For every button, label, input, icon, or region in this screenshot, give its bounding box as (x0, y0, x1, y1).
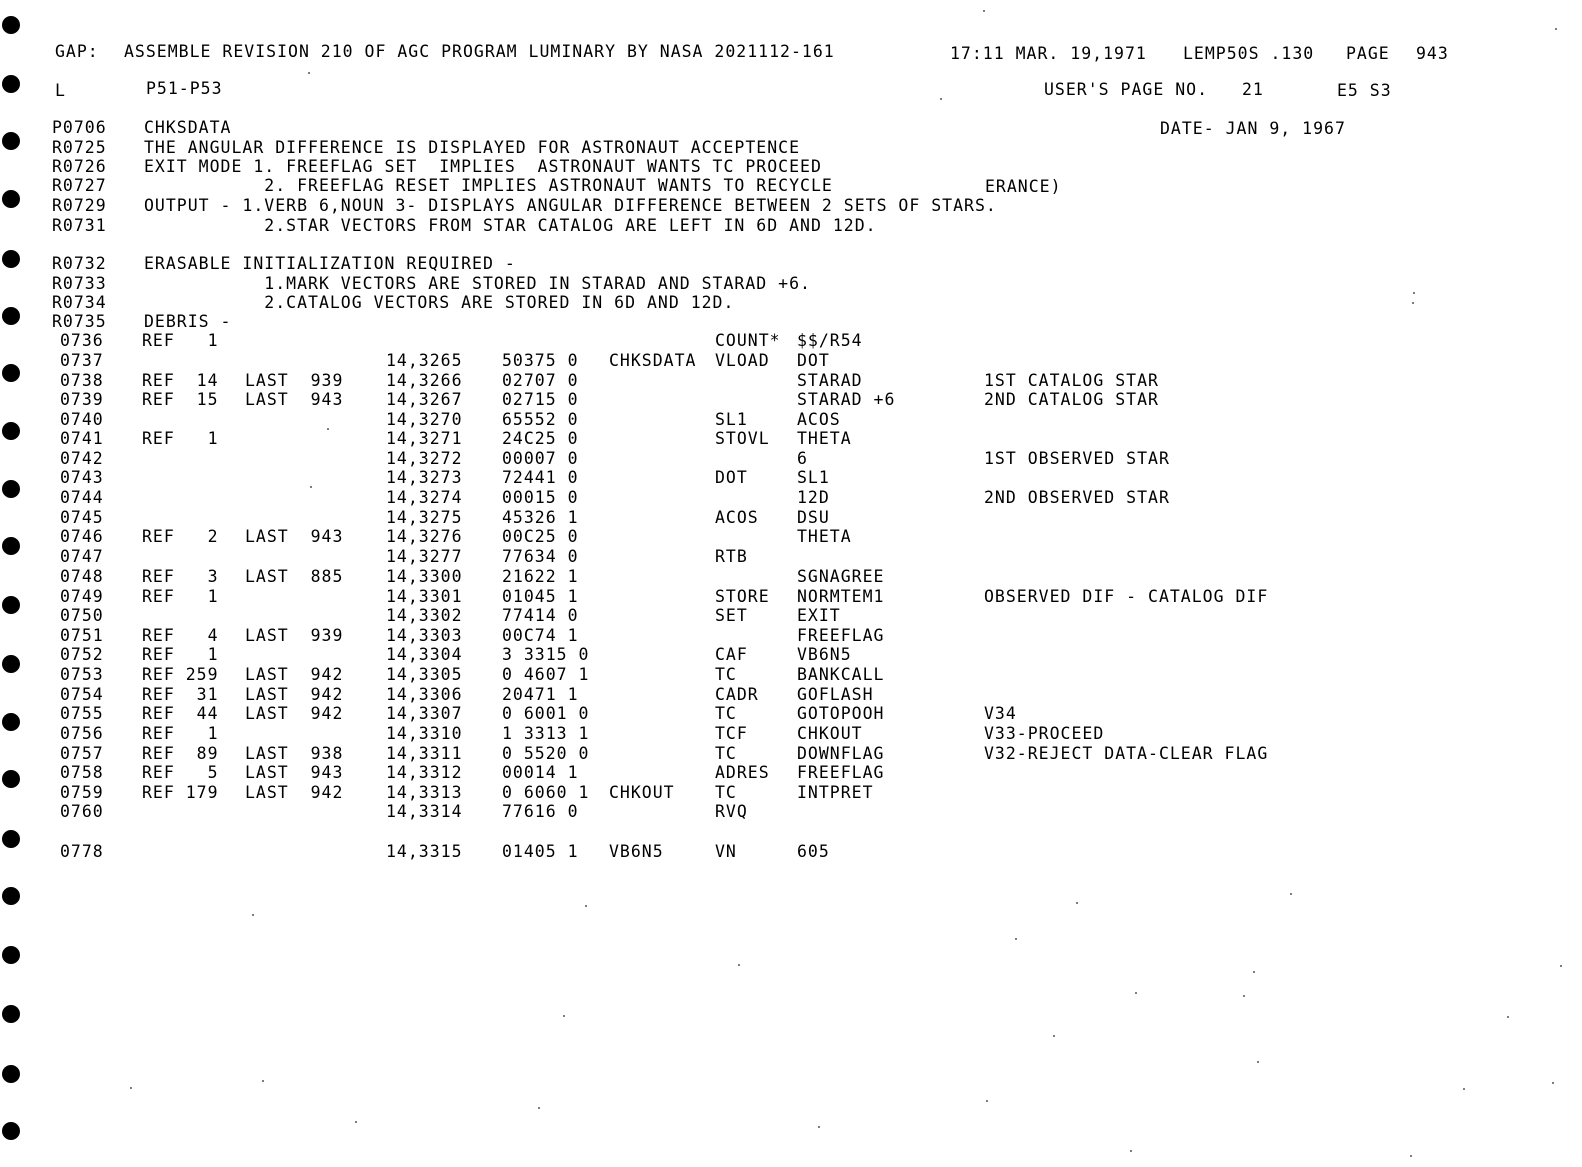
object-code: 00007 0 (502, 449, 579, 468)
header-page-label: PAGE (1346, 44, 1390, 63)
paper-speck (1130, 1150, 1132, 1152)
users-page-label: USER'S PAGE NO. (1044, 80, 1209, 99)
remark-text: ERASABLE INITIALIZATION REQUIRED - (144, 254, 516, 273)
address-field: 14,3272 (386, 449, 463, 468)
address-field: 14,3267 (386, 390, 463, 409)
paper-speck (1253, 971, 1255, 973)
feed-hole (2, 75, 20, 93)
object-code: 77414 0 (502, 606, 579, 625)
line-number: 0756 (60, 724, 104, 743)
address-field: 14,3302 (386, 606, 463, 625)
paper-speck (1555, 28, 1557, 30)
remark-text: 2.STAR VECTORS FROM STAR CATALOG ARE LEFT IN 6D AND 12D. (144, 216, 877, 235)
paper-speck (308, 72, 310, 74)
paper-speck (1552, 1082, 1554, 1084)
opcode-field: COUNT* (715, 331, 781, 350)
line-number: 0749 (60, 587, 104, 606)
object-code: 00C25 0 (502, 527, 579, 546)
remark-text: DEBRIS - (144, 312, 232, 331)
ref-field: REF 4 (142, 626, 219, 645)
operand-field: 6 (797, 449, 808, 468)
feed-hole (2, 946, 20, 964)
operand-field: SGNAGREE (797, 567, 885, 586)
date-note: DATE- JAN 9, 1967 (1160, 119, 1346, 138)
feed-hole (2, 364, 20, 382)
feed-hole (2, 770, 20, 788)
address-field: 14,3300 (386, 567, 463, 586)
line-number: 0747 (60, 547, 104, 566)
address-field: 14,3310 (386, 724, 463, 743)
line-number: 0778 (60, 842, 104, 861)
ref-field: REF 14 (142, 371, 219, 390)
operand-field: GOTOPOOH (797, 704, 885, 723)
opcode-field: TC (715, 744, 737, 763)
line-number: 0750 (60, 606, 104, 625)
feed-hole (2, 830, 20, 848)
object-code: 1 3313 1 (502, 724, 590, 743)
label-field: CHKOUT (609, 783, 675, 802)
label-field: CHKSDATA (609, 351, 697, 370)
operand-field: FREEFLAG (797, 763, 885, 782)
operand-field: $$/R54 (797, 331, 863, 350)
address-field: 14,3266 (386, 371, 463, 390)
last-field: LAST 942 (245, 685, 344, 704)
line-number: 0742 (60, 449, 104, 468)
feed-hole (2, 132, 20, 150)
ref-field: REF 44 (142, 704, 219, 723)
last-field: LAST 939 (245, 371, 344, 390)
address-field: 14,3314 (386, 802, 463, 821)
paper-speck (1560, 965, 1562, 967)
last-field: LAST 942 (245, 783, 344, 802)
opcode-field: CADR (715, 685, 759, 704)
opcode-field: TC (715, 665, 737, 684)
opcode-field: SL1 (715, 410, 748, 429)
object-code: 0 4607 1 (502, 665, 590, 684)
last-field: LAST 939 (245, 626, 344, 645)
last-field: LAST 943 (245, 390, 344, 409)
last-field: LAST 885 (245, 567, 344, 586)
paper-speck (1076, 902, 1078, 904)
paper-speck (1135, 992, 1137, 994)
remark-text: THE ANGULAR DIFFERENCE IS DISPLAYED FOR ASTRONAUT ACCEPTENCE (144, 138, 801, 157)
address-field: 14,3311 (386, 744, 463, 763)
ref-field: REF 89 (142, 744, 219, 763)
paper-speck (585, 905, 587, 907)
paper-speck (1015, 938, 1017, 940)
last-field: LAST 943 (245, 763, 344, 782)
operand-field: FREEFLAG (797, 626, 885, 645)
address-field: 14,3306 (386, 685, 463, 704)
feed-hole (2, 537, 20, 555)
paper-speck (983, 10, 985, 12)
object-code: 0 6060 1 (502, 783, 590, 802)
remark-number: R0726 (52, 157, 107, 176)
opcode-field: DOT (715, 468, 748, 487)
object-code: 20471 1 (502, 685, 579, 704)
operand-field: DOWNFLAG (797, 744, 885, 763)
object-code: 0 5520 0 (502, 744, 590, 763)
address-field: 14,3303 (386, 626, 463, 645)
address-field: 14,3304 (386, 645, 463, 664)
remark-number: P0706 (52, 118, 107, 137)
operand-field: BANKCALL (797, 665, 885, 684)
object-code: 00C74 1 (502, 626, 579, 645)
paper-speck (1243, 995, 1245, 997)
address-field: 14,3271 (386, 429, 463, 448)
ref-field: REF 31 (142, 685, 219, 704)
address-field: 14,3307 (386, 704, 463, 723)
operand-field: ACOS (797, 410, 841, 429)
opcode-field: TC (715, 704, 737, 723)
operand-field: EXIT (797, 606, 841, 625)
address-field: 14,3312 (386, 763, 463, 782)
line-number: 0741 (60, 429, 104, 448)
line-number: 0754 (60, 685, 104, 704)
opcode-field: STOVL (715, 429, 770, 448)
object-code: 50375 0 (502, 351, 579, 370)
line-number: 0759 (60, 783, 104, 802)
object-code: 0 6001 0 (502, 704, 590, 723)
opcode-field: ADRES (715, 763, 770, 782)
address-field: 14,3277 (386, 547, 463, 566)
remark-number: R0735 (52, 312, 107, 331)
feed-hole (2, 190, 20, 208)
opcode-field: ACOS (715, 508, 759, 527)
overflow-note: ERANCE) (985, 177, 1062, 196)
line-number: 0746 (60, 527, 104, 546)
line-number: 0745 (60, 508, 104, 527)
address-field: 14,3270 (386, 410, 463, 429)
operand-field: CHKOUT (797, 724, 863, 743)
comment-field: OBSERVED DIF - CATALOG DIF (984, 587, 1269, 606)
operand-field: DOT (797, 351, 830, 370)
paper-speck (355, 1121, 357, 1123)
paper-speck (538, 1107, 540, 1109)
feed-hole (2, 307, 20, 325)
opcode-field: RVQ (715, 802, 748, 821)
operand-field: VB6N5 (797, 645, 852, 664)
header-job: LEMP50S .130 (1183, 44, 1315, 63)
paper-speck (738, 964, 740, 966)
line-number: 0737 (60, 351, 104, 370)
last-field: LAST 943 (245, 527, 344, 546)
ref-field: REF 259 (142, 665, 219, 684)
remark-text: OUTPUT - 1.VERB 6,NOUN 3- DISPLAYS ANGULAR DIFFERENCE BETWEEN 2 SETS OF STARS. (144, 196, 997, 215)
opcode-field: VLOAD (715, 351, 770, 370)
paper-speck (563, 1015, 565, 1017)
header-timestamp: 17:11 MAR. 19,1971 (950, 44, 1147, 63)
operand-field: STARAD (797, 371, 863, 390)
address-field: 14,3273 (386, 468, 463, 487)
ref-field: REF 15 (142, 390, 219, 409)
paper-speck (940, 98, 942, 100)
paper-speck (1507, 1016, 1509, 1018)
object-code: 45326 1 (502, 508, 579, 527)
feed-hole (2, 480, 20, 498)
comment-field: 2ND OBSERVED STAR (984, 488, 1170, 507)
line-number: 0752 (60, 645, 104, 664)
last-field: LAST 942 (245, 665, 344, 684)
operand-field: GOFLASH (797, 685, 874, 704)
address-field: 14,3315 (386, 842, 463, 861)
line-number: 0758 (60, 763, 104, 782)
remark-number: R0727 (52, 176, 107, 195)
ref-field: REF 1 (142, 645, 219, 664)
comment-field: 1ST OBSERVED STAR (984, 449, 1170, 468)
paper-speck (1413, 292, 1415, 294)
opcode-field: VN (715, 842, 737, 861)
object-code: 77616 0 (502, 802, 579, 821)
opcode-field: STORE (715, 587, 770, 606)
ref-field: REF 1 (142, 724, 219, 743)
object-code: 01405 1 (502, 842, 579, 861)
line-number: 0757 (60, 744, 104, 763)
header-page-number: 943 (1416, 44, 1449, 63)
address-field: 14,3275 (386, 508, 463, 527)
remark-text: EXIT MODE 1. FREEFLAG SET IMPLIES ASTRONAUT WANTS TC PROCEED (144, 157, 822, 176)
feed-hole (2, 16, 20, 34)
feed-hole (2, 713, 20, 731)
ref-field: REF 3 (142, 567, 219, 586)
object-code: 24C25 0 (502, 429, 579, 448)
remark-number: R0729 (52, 196, 107, 215)
ref-field: REF 5 (142, 763, 219, 782)
subheader-code: E5 S3 (1337, 81, 1392, 100)
feed-hole (2, 887, 20, 905)
paper-speck (1257, 1061, 1259, 1063)
label-field: VB6N5 (609, 842, 664, 861)
object-code: 72441 0 (502, 468, 579, 487)
users-page-number: 21 (1242, 80, 1264, 99)
paper-speck (310, 486, 312, 488)
header-title: ASSEMBLE REVISION 210 OF AGC PROGRAM LUMINARY BY NASA 2021112-161 (124, 42, 835, 61)
ref-field: REF 179 (142, 783, 219, 802)
opcode-field: RTB (715, 547, 748, 566)
opcode-field: SET (715, 606, 748, 625)
paper-speck (1463, 1088, 1465, 1090)
paper-speck (252, 914, 254, 916)
header-gap-label: GAP: (55, 42, 99, 61)
operand-field: STARAD +6 (797, 390, 896, 409)
paper-speck (1053, 1035, 1055, 1037)
line-number: 0748 (60, 567, 104, 586)
object-code: 02707 0 (502, 371, 579, 390)
operand-field: 605 (797, 842, 830, 861)
feed-hole (2, 655, 20, 673)
object-code: 00014 1 (502, 763, 579, 782)
remark-number: R0733 (52, 274, 107, 293)
paper-speck (262, 1080, 264, 1082)
address-field: 14,3301 (386, 587, 463, 606)
paper-speck (1412, 302, 1414, 304)
line-number: 0751 (60, 626, 104, 645)
ref-field: REF 1 (142, 331, 219, 350)
opcode-field: TCF (715, 724, 748, 743)
feed-hole (2, 422, 20, 440)
subheader-section: P51-P53 (146, 79, 223, 98)
opcode-field: CAF (715, 645, 748, 664)
comment-field: V34 (984, 704, 1017, 723)
remark-number: R0731 (52, 216, 107, 235)
object-code: 01045 1 (502, 587, 579, 606)
operand-field: NORMTEM1 (797, 587, 885, 606)
line-number: 0740 (60, 410, 104, 429)
operand-field: DSU (797, 508, 830, 527)
comment-field: 2ND CATALOG STAR (984, 390, 1159, 409)
address-field: 14,3265 (386, 351, 463, 370)
line-number: 0739 (60, 390, 104, 409)
remark-number: R0734 (52, 293, 107, 312)
operand-field: INTPRET (797, 783, 874, 802)
object-code: 65552 0 (502, 410, 579, 429)
feed-hole (2, 250, 20, 268)
feed-hole (2, 1122, 20, 1140)
paper-speck (327, 428, 329, 430)
object-code: 77634 0 (502, 547, 579, 566)
feed-hole (2, 1005, 20, 1023)
remark-text: 2.CATALOG VECTORS ARE STORED IN 6D AND 12D. (144, 293, 735, 312)
address-field: 14,3274 (386, 488, 463, 507)
address-field: 14,3276 (386, 527, 463, 546)
line-number: 0744 (60, 488, 104, 507)
object-code: 21622 1 (502, 567, 579, 586)
object-code: 3 3315 0 (502, 645, 590, 664)
operand-field: THETA (797, 527, 852, 546)
feed-hole (2, 1065, 20, 1083)
operand-field: SL1 (797, 468, 830, 487)
paper-speck (986, 1100, 988, 1102)
line-number: 0736 (60, 331, 104, 350)
subheader-flag: L (55, 81, 66, 100)
remark-number: R0732 (52, 254, 107, 273)
line-number: 0738 (60, 371, 104, 390)
remark-text: 2. FREEFLAG RESET IMPLIES ASTRONAUT WANTS TO RECYCLE (144, 176, 833, 195)
comment-field: V33-PROCEED (984, 724, 1105, 743)
line-number: 0755 (60, 704, 104, 723)
address-field: 14,3313 (386, 783, 463, 802)
paper-speck (818, 1126, 820, 1128)
operand-field: THETA (797, 429, 852, 448)
object-code: 02715 0 (502, 390, 579, 409)
remark-number: R0725 (52, 138, 107, 157)
ref-field: REF 1 (142, 587, 219, 606)
last-field: LAST 938 (245, 744, 344, 763)
address-field: 14,3305 (386, 665, 463, 684)
paper-speck (1410, 1155, 1412, 1157)
opcode-field: TC (715, 783, 737, 802)
paper-speck (130, 1087, 132, 1089)
object-code: 00015 0 (502, 488, 579, 507)
comment-field: V32-REJECT DATA-CLEAR FLAG (984, 744, 1269, 763)
comment-field: 1ST CATALOG STAR (984, 371, 1159, 390)
feed-hole (2, 596, 20, 614)
ref-field: REF 1 (142, 429, 219, 448)
paper-speck (1290, 893, 1292, 895)
operand-field: 12D (797, 488, 830, 507)
line-number: 0743 (60, 468, 104, 487)
line-number: 0760 (60, 802, 104, 821)
ref-field: REF 2 (142, 527, 219, 546)
line-number: 0753 (60, 665, 104, 684)
remark-text: CHKSDATA (144, 118, 232, 137)
remark-text: 1.MARK VECTORS ARE STORED IN STARAD AND STARAD +6. (144, 274, 811, 293)
last-field: LAST 942 (245, 704, 344, 723)
